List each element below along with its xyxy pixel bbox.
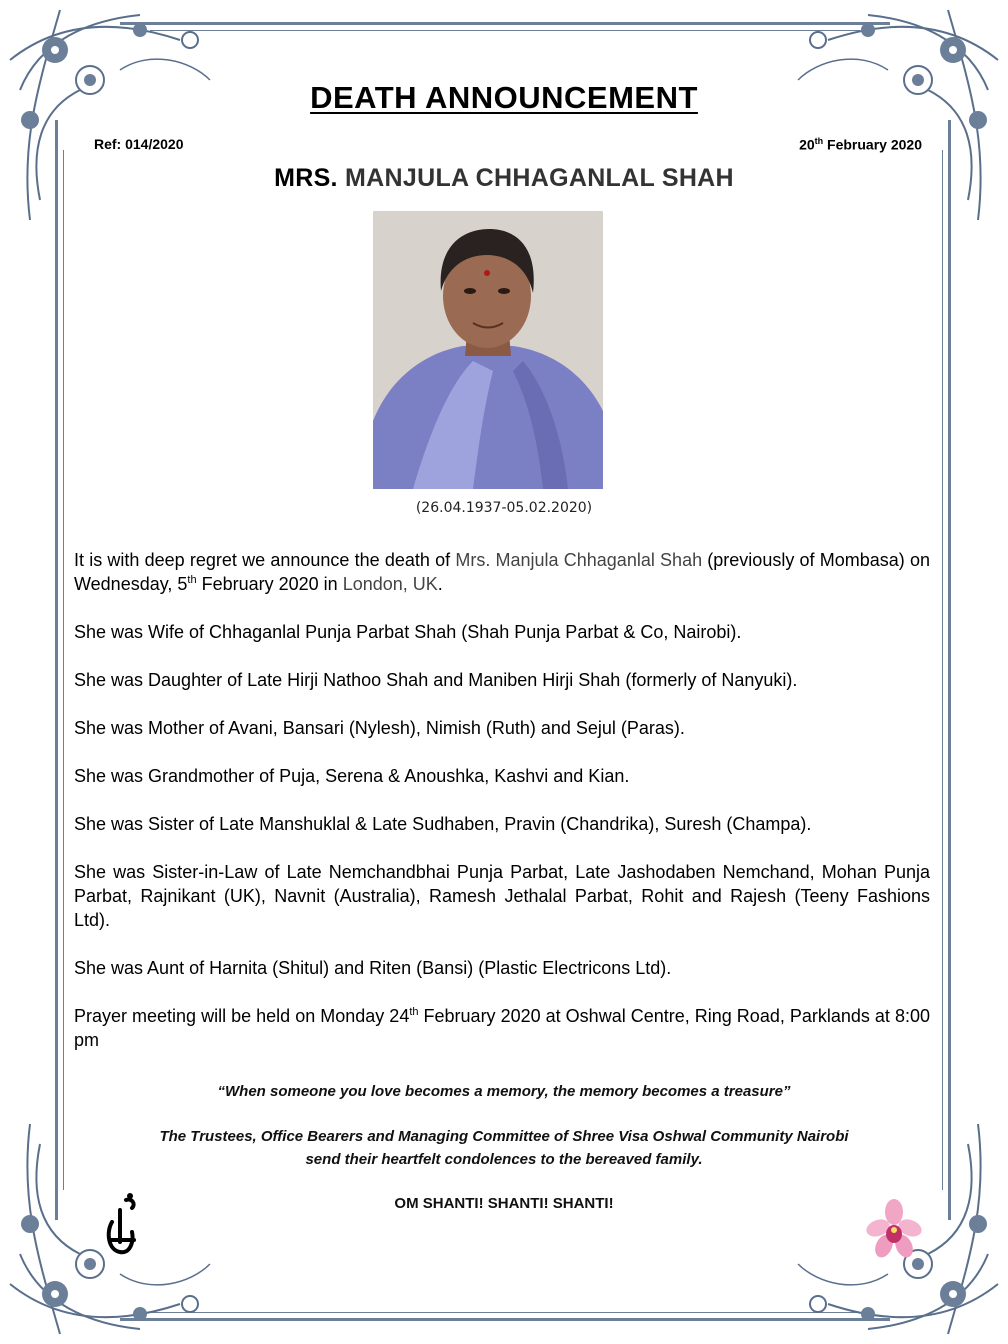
deceased-name [0,164,1008,193]
paragraph-prayer-meeting: Prayer meeting will be held on Monday 24th February 2020 at Oshwal Centre, Ring Road, Parklands at 8:00 pm [74,1006,930,1050]
announcement-body [74,548,930,1076]
paragraph-sister-in-law: She was Sister-in-Law of Late Nemchandbhai Punja Parbat, Late Jashodaben Nemchand, Mohan Punja Parbat, Rajnikant (UK), Navnit (Australia), Ramesh Jethalal Parbat, Rohit and Rajesh (Teeny Fashions Ltd). [74,862,930,930]
frame-bottom-line-inner [150,1312,860,1313]
name-prefix: MRS. [274,164,338,192]
frame-top-line-inner [150,30,860,31]
shanti-line: OM SHANTI! SHANTI! SHANTI! [394,1195,614,1212]
announcement-date: 20th February 2020 [799,136,922,153]
paragraph-death: It is with deep regret we announce the death of Mrs. Manjula Chhaganlal Shah (previously of Mombasa) on Wednesday, 5th February 2020 in London, UK. [74,550,931,594]
frame-left-line [55,120,58,1220]
portrait-photo [373,211,603,489]
condolence-line-1: The Trustees, Office Bearers and Managing Committee of Shree Visa Oshwal Community Nairobi [159,1128,849,1145]
memorial-quote: “When someone you love becomes a memory, the memory becomes a treasure” [217,1083,791,1100]
life-dates: (26.04.1937-05.02.2020) [415,500,593,516]
paragraph-daughter: She was Daughter of Late Hirji Nathoo Shah and Maniben Hirji Shah (formerly of Nanyuki). [74,670,798,690]
orchid-icon [866,1198,922,1262]
frame-right-line [948,120,951,1220]
paragraph-aunt: She was Aunt of Harnita (Shitul) and Riten (Bansi) (Plastic Electricons Ltd). [74,958,672,978]
condolence-line-2: send their heartfelt condolences to the bereaved family. [305,1151,703,1168]
frame-right-line-inner [942,150,943,1190]
reference-number: Ref: 014/2020 [94,136,184,152]
paragraph-wife: She was Wife of Chhaganlal Punja Parbat Shah (Shah Punja Parbat & Co, Nairobi). [74,622,742,642]
name-rest: MANJULA CHHAGANLAL SHAH [345,164,734,192]
condolence-message [0,1125,1008,1171]
paragraph-sister: She was Sister of Late Manshuklal & Late Sudhaben, Pravin (Chandrika), Suresh (Champa). [74,814,812,834]
paragraph-grandmother: She was Grandmother of Puja, Serena & Anoushka, Kashvi and Kian. [74,766,630,786]
paragraph-mother: She was Mother of Avani, Bansari (Nylesh), Nimish (Ruth) and Sejul (Paras). [74,718,685,738]
jain-om-symbol-icon [104,1192,140,1262]
frame-left-line-inner [63,150,64,1190]
page-title: DEATH ANNOUNCEMENT [310,80,698,115]
